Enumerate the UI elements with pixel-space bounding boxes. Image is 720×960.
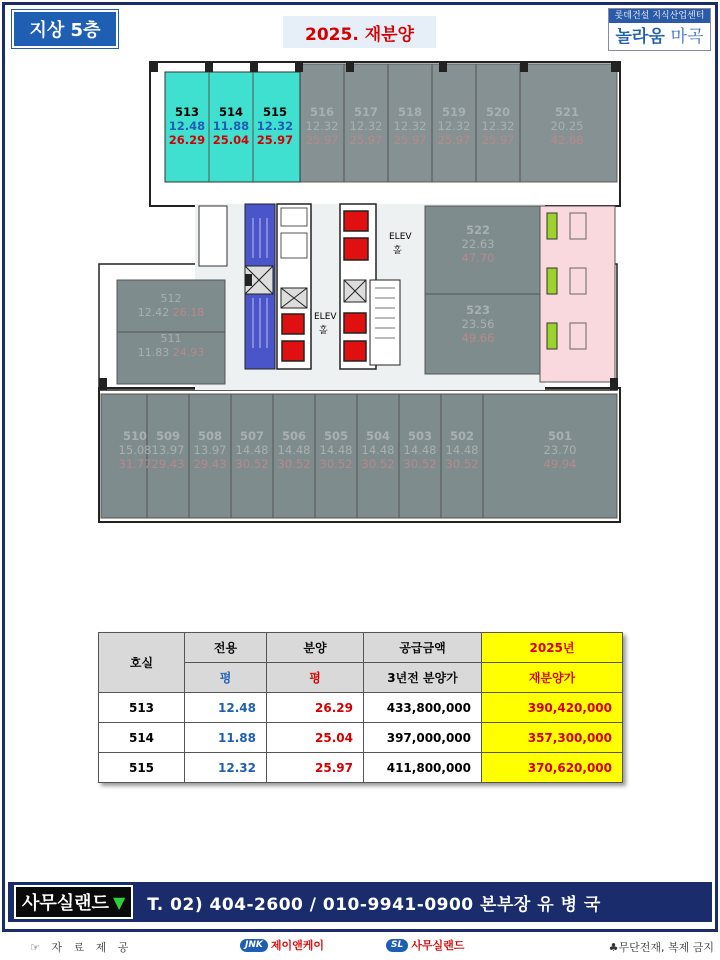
unit-area: 13.97 (193, 443, 227, 457)
table-row (99, 753, 623, 783)
unit-supply: 30.52 (277, 457, 311, 471)
unit-supply: 47.70 (461, 251, 495, 265)
floor-plan (95, 58, 625, 538)
unit-area: 12.32 (305, 119, 339, 133)
page-title: 2025. 재분양 (283, 16, 436, 48)
unit-area-supply: 11.83 24.93 (137, 346, 205, 359)
hall-label-upper: 홀 (393, 246, 402, 256)
unit-area: 14.48 (235, 443, 269, 457)
unit-supply: 26.29 (168, 133, 206, 147)
unit-area: 14.48 (403, 443, 437, 457)
unit-area: 14.48 (319, 443, 353, 457)
unit-area: 12.32 (437, 119, 471, 133)
col-supply-header: 분양 (267, 633, 364, 663)
sl-logo-icon: SL (386, 939, 408, 952)
unit-number: 515 (262, 105, 288, 119)
unit-number: 516 (309, 105, 335, 119)
unit-supply: 25.97 (256, 133, 294, 147)
unit-number: 514 (218, 105, 244, 119)
sub-price-header: 3년전 분양가 (364, 663, 482, 693)
unit-area: 23.56 (461, 317, 495, 331)
unit-number: 517 (353, 105, 379, 119)
cell-supply: 25.97 (267, 753, 364, 783)
unit-number: 501 (547, 429, 573, 443)
sub-footer (0, 934, 720, 958)
unit-number: 507 (239, 429, 265, 443)
elev-label-upper: ELEV (389, 232, 412, 242)
contact-info: T. 02) 404-2600 / 010-9941-0900 본부장 유 병 국 (147, 894, 601, 915)
unit-supply: 25.97 (437, 133, 471, 147)
unit-supply: 30.52 (445, 457, 479, 471)
sub-area-header: 평 (185, 663, 267, 693)
jnk-credit: JNK 제이앤케이 (240, 937, 324, 953)
contact-footer (8, 882, 712, 922)
unit-supply: 30.52 (361, 457, 395, 471)
cell-area: 11.88 (185, 723, 267, 753)
unit-number: 506 (281, 429, 307, 443)
source-note: ☞ 자 료 제 공 (30, 941, 133, 954)
elev-label-lower: ELEV (314, 312, 337, 322)
unit-number: 520 (485, 105, 511, 119)
unit-supply: 25.04 (212, 133, 250, 147)
unit-supply: 30.52 (235, 457, 269, 471)
unit-supply: 31.77 (118, 457, 152, 471)
brand-company: 롯데건설 지식산업센터 (609, 9, 710, 23)
unit-price-table (98, 632, 623, 783)
unit-supply: 29.43 (151, 457, 185, 471)
cell-supply: 26.29 (267, 693, 364, 723)
unit-number: 509 (155, 429, 181, 443)
unit-supply: 49.94 (543, 457, 577, 471)
unit-supply: 25.97 (393, 133, 427, 147)
cell-unit: 514 (99, 723, 185, 753)
cell-price: 433,800,000 (364, 693, 482, 723)
unit-supply: 42.68 (550, 133, 584, 147)
sl-credit: SL 사무실랜드 (386, 937, 464, 953)
cell-resale: 370,620,000 (482, 753, 623, 783)
cell-supply: 25.04 (267, 723, 364, 753)
unit-area: 13.97 (151, 443, 185, 457)
cell-area: 12.32 (185, 753, 267, 783)
unit-number: 502 (449, 429, 475, 443)
unit-area: 23.70 (543, 443, 577, 457)
unit-number: 512 (160, 292, 182, 305)
unit-number: 513 (174, 105, 200, 119)
unit-number: 522 (465, 223, 491, 237)
unit-supply: 30.52 (403, 457, 437, 471)
cell-resale: 390,420,000 (482, 693, 623, 723)
unit-area-supply: 12.42 26.18 (137, 306, 205, 319)
unit-area: 14.48 (445, 443, 479, 457)
brand-name: 놀라움 마곡 (615, 27, 704, 47)
unit-area: 22.63 (461, 237, 495, 251)
unit-area: 14.48 (361, 443, 395, 457)
unit-area: 11.88 (212, 119, 250, 133)
col-unit-header: 호실 (99, 633, 185, 693)
unit-area: 20.25 (550, 119, 584, 133)
cell-area: 12.48 (185, 693, 267, 723)
unit-supply: 25.97 (305, 133, 339, 147)
unit-supply: 30.52 (319, 457, 353, 471)
unit-number: 505 (323, 429, 349, 443)
unit-number: 523 (465, 303, 491, 317)
jnk-logo-icon: JNK (240, 939, 268, 952)
unit-number: 510 (122, 429, 148, 443)
unit-number: 521 (554, 105, 580, 119)
unit-number: 518 (397, 105, 423, 119)
unit-area: 14.48 (277, 443, 311, 457)
cell-price: 411,800,000 (364, 753, 482, 783)
unit-supply: 49.66 (461, 331, 495, 345)
unit-area: 12.48 (168, 119, 206, 133)
table-row (99, 693, 623, 723)
unit-number: 503 (407, 429, 433, 443)
floor-badge: 지상 5층 (12, 10, 118, 48)
unit-area: 12.32 (481, 119, 515, 133)
footer-logo: 사무실랜드 ▼ (14, 885, 133, 919)
unit-area: 12.32 (393, 119, 427, 133)
unit-number: 519 (441, 105, 467, 119)
unit-supply: 29.43 (193, 457, 227, 471)
hall-label-lower: 홀 (319, 326, 328, 336)
table-row (99, 723, 623, 753)
sub-supply-header: 평 (267, 663, 364, 693)
sub-2025-header: 재분양가 (482, 663, 623, 693)
unit-supply: 25.97 (481, 133, 515, 147)
unit-area: 12.32 (349, 119, 383, 133)
cell-unit: 513 (99, 693, 185, 723)
copyright-note: ♣무단전재, 복제 금지 (608, 941, 714, 954)
unit-number: 511 (160, 332, 182, 345)
brand-logo (608, 8, 711, 51)
col-price-header: 공급금액 (364, 633, 482, 663)
unit-area: 12.32 (256, 119, 294, 133)
cell-resale: 357,300,000 (482, 723, 623, 753)
triangle-down-icon: ▼ (112, 892, 126, 912)
unit-supply: 25.97 (349, 133, 383, 147)
col-area-header: 전용 (185, 633, 267, 663)
cell-price: 397,000,000 (364, 723, 482, 753)
unit-number: 508 (197, 429, 223, 443)
unit-number: 504 (365, 429, 391, 443)
cell-unit: 515 (99, 753, 185, 783)
col-2025-header: 2025년 (482, 633, 623, 663)
unit-area: 15.08 (118, 443, 152, 457)
